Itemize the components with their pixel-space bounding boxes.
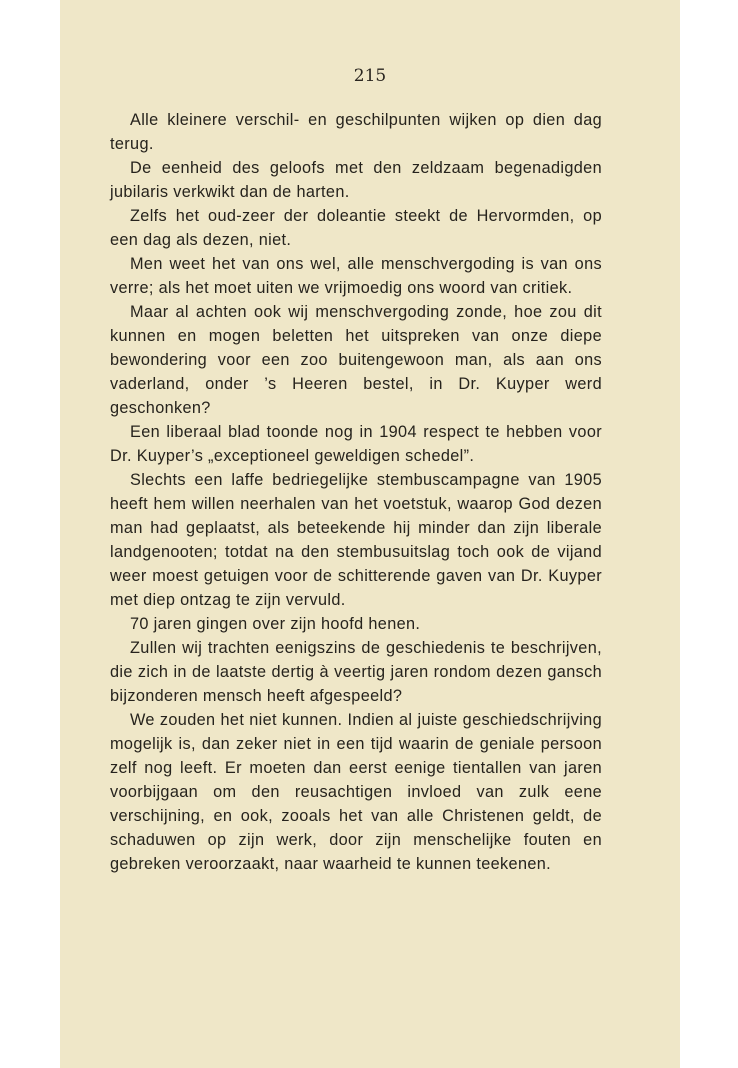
paragraph-10: We zouden het niet kunnen. Indien al juiste geschiedschrijving mogelijk is, dan zeker niet in een tijd waarin de geniale persoon zelf nog leeft. Er moeten dan eerst eenige tientallen van jaren voorbijgaan om den reusachtigen invloed van zulk eene verschijning, en ook, zooals het van alle Christenen geldt, de schaduwen op zijn werk, door zijn menschelijke fouten en gebreken veroorzaakt, naar waarheid te kunnen teekenen. (110, 711, 602, 873)
paragraph-3: Zelfs het oud-zeer der doleantie steekt de Hervormden, op een dag als dezen, niet. (110, 207, 602, 249)
book-page (60, 0, 680, 1068)
body-text (110, 108, 602, 876)
paragraph-4: Men weet het van ons wel, alle menschvergoding is van ons verre; als het moet uiten we vrijmoedig ons woord van critiek. (110, 255, 602, 297)
paragraph-9: Zullen wij trachten eenigszins de geschiedenis te beschrijven, die zich in de laatste dertig à veertig jaren rondom dezen gansch bijzonderen mensch heeft afgespeeld? (110, 639, 602, 705)
paragraph-1: Alle kleinere verschil- en geschilpunten wijken op dien dag terug. (110, 111, 602, 153)
paragraph-5: Maar al achten ook wij menschvergoding zonde, hoe zou dit kunnen en mogen beletten het uitspreken van onze diepe bewondering voor een zoo buitengewoon man, als aan ons vaderland, onder ’s Heeren bestel, in Dr. Kuyper werd geschonken? (110, 303, 602, 417)
paragraph-6: Een liberaal blad toonde nog in 1904 respect te hebben voor Dr. Kuyper’s „exceptioneel geweldigen schedel”. (110, 423, 602, 465)
paragraph-2: De eenheid des geloofs met den zeldzaam begenadigden jubilaris verkwikt dan de harten. (110, 159, 602, 201)
page-number: 215 (353, 66, 387, 86)
paragraph-7: Slechts een laffe bedriegelijke stembuscampagne van 1905 heeft hem willen neerhalen van het voetstuk, waarop God dezen man had geplaatst, als beteekende hij minder dan zijn liberale landgenooten; totdat na den stembusuitslag toch ook de vijand weer moest getuigen voor de schitterende gaven van Dr. Kuyper met diep ontzag te zijn vervuld. (110, 471, 602, 609)
paragraph-8: 70 jaren gingen over zijn hoofd henen. (130, 615, 421, 633)
